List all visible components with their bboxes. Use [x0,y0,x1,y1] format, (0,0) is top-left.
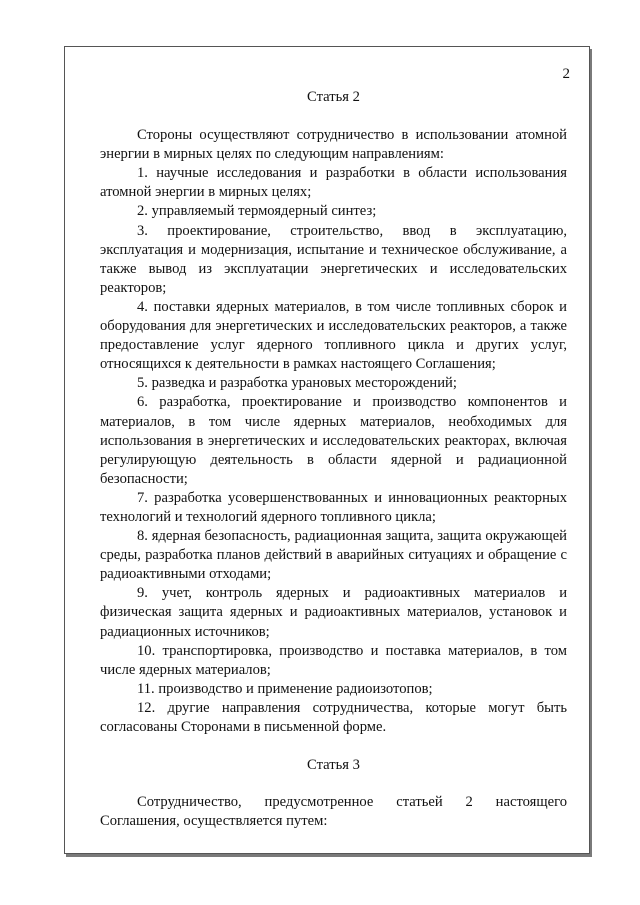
list-item: 7. разработка усовершенствованных и инновационных реакторных технологий и технологий ядерного топливного цикла; [100,489,567,525]
list-item: 6. разработка, проектирование и производство компонентов и материалов, в том числе ядерных материалов, необходимых для использования в энергетических и исследовательских реакторах, включая регулирующую деятельность в области ядерной и радиационной безопасности; [100,394,567,487]
list-item: 10. транспортировка, производство и поставка материалов, в том числе ядерных материалов; [100,642,567,678]
list-item: 3. проектирование, строительство, ввод в эксплуатацию, эксплуатация и модернизация, испытание и техническое обслуживание, а также вывод из эксплуатации энергетических и исследовательских реакторов; [100,222,567,296]
article-2-heading: Статья 2 [307,89,360,105]
list-item: 8. ядерная безопасность, радиационная защита, защита окружающей среды, разработка планов действий в аварийных ситуациях и обращение с радиоактивными отходами; [100,528,567,583]
list-item: 12. другие направления сотрудничества, которые могут быть согласованы Сторонами в письменной форме. [100,699,567,735]
list-item: 1. научные исследования и разработки в области использования атомной энергии в мирных целях; [100,165,567,201]
article-2-intro: Стороны осуществляют сотрудничество в использовании атомной энергии в мирных целях по следующим направлениям: [100,127,567,163]
list-item: 5. разведка и разработка урановых месторождений; [137,375,457,392]
list-item: 9. учет, контроль ядерных и радиоактивных материалов и физическая защита ядерных и радиоактивных материалов, установок и радиационных источников; [100,585,567,640]
list-item: 2. управляемый термоядерный синтез; [137,203,377,220]
list-item: 4. поставки ядерных материалов, в том числе топливных сборок и оборудования для энергетических и исследовательских реакторов, а также предоставление услуг ядерного топливного цикла и других услуг, относящихся к деятельности в рамках настоящего Соглашения; [100,298,567,373]
article-3-heading: Статья 3 [307,757,360,774]
document-body [100,88,567,831]
list-item: 11. производство и применение радиоизотопов; [137,680,433,697]
article-3-intro: Сотрудничество, предусмотренное статьей 2 настоящего Соглашения, осуществляется путем: [100,794,567,830]
page-number: 2 [562,66,570,82]
